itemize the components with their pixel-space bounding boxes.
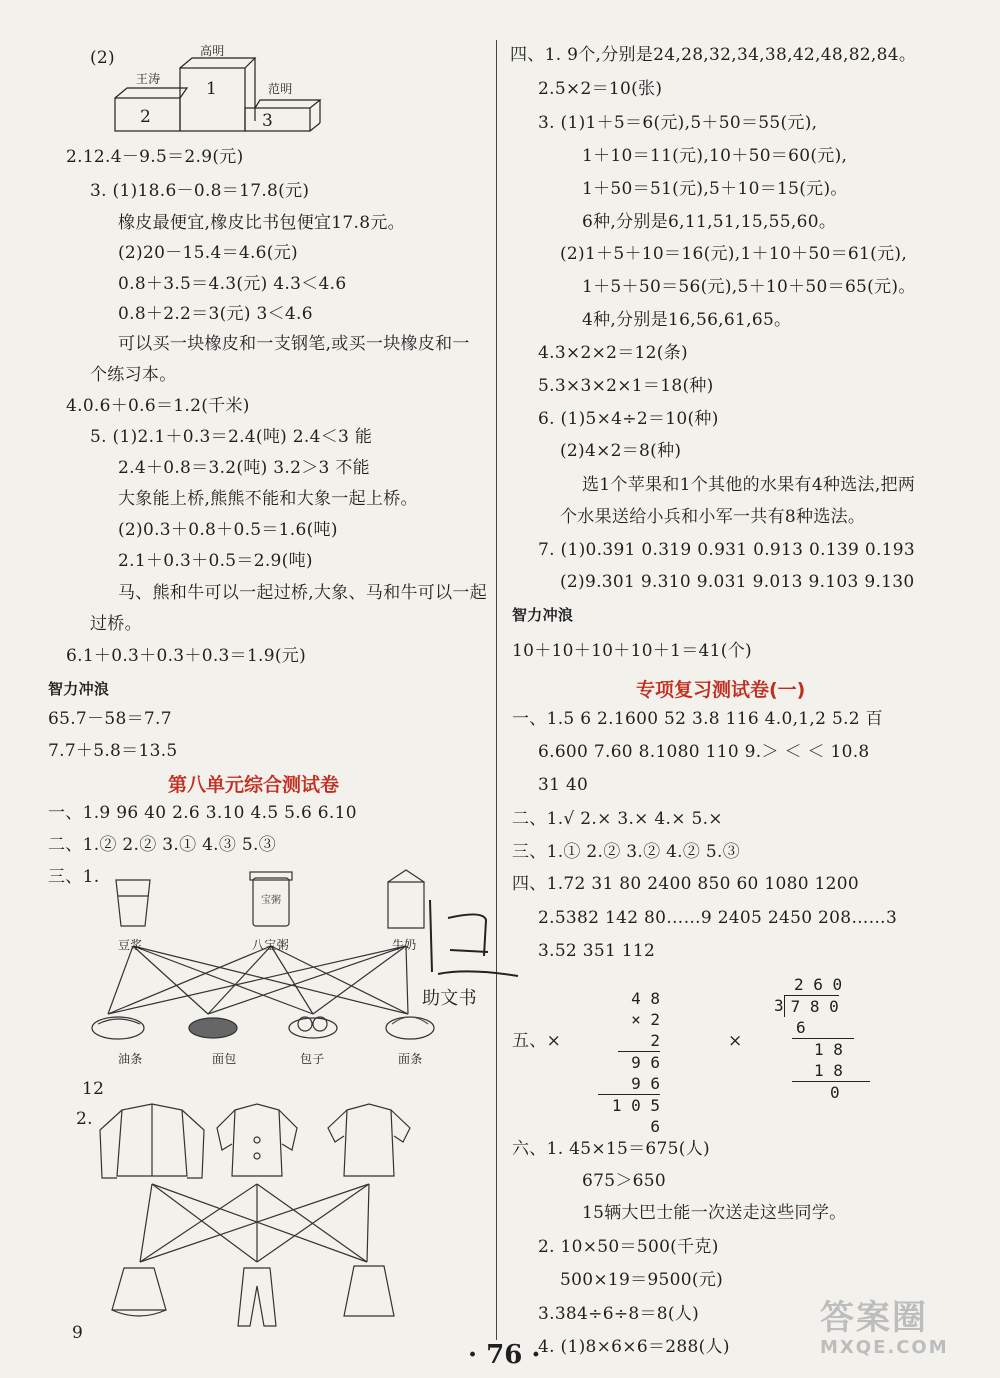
division-vertical <box>774 974 870 1103</box>
answer-line: 500×19＝9500(元) <box>560 1270 724 1290</box>
podium-name-2: 王涛 <box>136 72 161 86</box>
podium-label: (2) <box>90 48 115 68</box>
answer-line: 橡皮最便宜,橡皮比书包便宜17.8元。 <box>118 213 405 233</box>
page-number-value: 76 <box>486 1340 523 1370</box>
answer-line: 一、1.9 96 40 2.6 3.10 4.5 5.6 6.10 <box>48 803 357 823</box>
answer-line: 6. (1)5×4÷2＝10(种) <box>538 409 719 429</box>
answer-line: 0.8＋2.2＝3(元) 3＜4.6 <box>118 304 313 324</box>
matching-figure-food <box>88 868 458 1068</box>
answer-line: 7.7＋5.8＝13.5 <box>48 741 178 761</box>
answer-line: (2)4×2＝8(种) <box>560 441 682 461</box>
podium-place-2: 2 <box>140 107 152 127</box>
match-bottom-label: 包子 <box>300 1052 325 1066</box>
div-step-1: 6 <box>796 1018 806 1037</box>
answer-line: 6种,分别是6,11,51,15,55,60。 <box>582 212 837 232</box>
podium-place-1: 1 <box>206 79 218 99</box>
answer-line: 675＞650 <box>582 1171 666 1191</box>
answer-line: 马、熊和牛可以一起过桥,大象、马和牛可以一起 <box>118 583 488 603</box>
answer-line: 2.5×2＝10(张) <box>538 79 663 99</box>
answer-line: (2)20－15.4＝4.6(元) <box>118 243 298 263</box>
podium-name-3: 范明 <box>268 82 293 96</box>
answer-line: 4. (1)8×6×6＝288(人) <box>538 1337 730 1357</box>
match-top-label: 八宝粥 <box>252 938 289 952</box>
match2-answer: 9 <box>72 1323 84 1343</box>
column-divider <box>496 40 497 1340</box>
answer-line: 1＋10＝11(元),10＋50＝60(元), <box>582 146 848 166</box>
answer-line: 过桥。 <box>90 614 142 634</box>
div-dividend: 7 8 0 <box>784 995 839 1017</box>
mult-partial-1: 9 6 <box>618 1051 660 1073</box>
zhili-heading-left: 智力冲浪 <box>48 680 110 698</box>
answer-line: 2.4＋0.8＝3.2(吨) 3.2＞3 不能 <box>118 458 370 478</box>
answer-line: 2. 10×50＝500(千克) <box>538 1237 719 1257</box>
answer-line: 六、1. 45×15＝675(人) <box>512 1139 710 1159</box>
answer-line: 3.384÷6÷8＝8(人) <box>538 1304 700 1324</box>
answer-line: (2)9.301 9.310 9.031 9.013 9.103 9.130 <box>560 572 915 592</box>
multiplication-vertical <box>611 988 660 1137</box>
answer-line: 4种,分别是16,56,61,65。 <box>582 310 792 330</box>
answer-line: 一、1.5 6 2.1600 52 3.8 116 4.0,1,2 5.2 百 <box>512 709 883 729</box>
match-bottom-label: 面包 <box>212 1052 237 1066</box>
review-title: 专项复习测试卷(一) <box>636 679 806 701</box>
match-bottom-label: 面条 <box>398 1052 423 1066</box>
page-number: · 76 · <box>468 1340 541 1370</box>
answer-line: 15辆大巴士能一次送走这些同学。 <box>582 1203 847 1223</box>
answer-line: 1＋50＝51(元),5＋10＝15(元)。 <box>582 179 848 199</box>
answer-line: 3. (1)1＋5＝6(元),5＋50＝55(元), <box>538 113 818 133</box>
answer-line: 个练习本。 <box>90 365 177 385</box>
match1-answer: 12 <box>82 1079 105 1099</box>
div-quotient: 2 6 0 <box>794 975 843 994</box>
div-divisor: 3 <box>774 996 784 1015</box>
mult-operand-b: × 2 2 <box>631 1010 660 1050</box>
answer-line: 三、1.① 2.② 3.② 4.② 5.③ <box>512 842 741 862</box>
svg-text:宝粥: 宝粥 <box>261 895 281 906</box>
unit8-title: 第八单元综合测试卷 <box>168 774 340 796</box>
zhili-heading-right: 智力冲浪 <box>512 606 574 624</box>
watermark-text: 答案圈 <box>820 1298 928 1338</box>
answer-line: 二、1.② 2.② 3.① 4.③ 5.③ <box>48 835 277 855</box>
answer-line: (2)1＋5＋10＝16(元),1＋10＋50＝61(元), <box>560 244 908 264</box>
div-remainder-1: 1 8 <box>792 1038 854 1060</box>
matching-figure-clothes <box>92 1100 422 1340</box>
match2-label: 2. <box>76 1109 93 1129</box>
answer-line: 1＋5＋50＝56(元),5＋10＋50＝65(元)。 <box>582 277 916 297</box>
watermark-logo <box>820 1290 995 1372</box>
answer-line: 四、1.72 31 80 2400 850 60 1080 1200 <box>512 874 860 894</box>
five-label: 五、× <box>512 1031 562 1051</box>
mult-partial-2: 9 6 <box>631 1074 660 1093</box>
answer-line: 6.600 7.60 8.1080 110 9.＞ ＜ ＜ 10.8 <box>538 742 870 762</box>
match-top-label: 牛奶 <box>392 938 417 952</box>
answer-line: 4.0.6＋0.6＝1.2(千米) <box>66 396 250 416</box>
answer-line: 四、1. 9个,分别是24,28,32,34,38,42,48,82,84。 <box>510 45 917 65</box>
answer-line: 2.5382 142 80……9 2405 2450 208……3 <box>538 908 898 928</box>
answer-line: 大象能上桥,熊熊不能和大象一起上桥。 <box>118 489 418 509</box>
answer-line: 0.8＋3.5＝4.3(元) 4.3＜4.6 <box>118 274 347 294</box>
answer-line: 2.1＋0.3＋0.5＝2.9(吨) <box>118 551 313 571</box>
mult-result: 1 0 5 6 <box>598 1094 660 1137</box>
handwriting-text: 助文书 <box>422 988 477 1009</box>
answer-line: 个水果送给小兵和小军一共有8种选法。 <box>560 507 866 527</box>
answer-line: 2.12.4－9.5＝2.9(元) <box>66 147 244 167</box>
answer-line: 4.3×2×2＝12(条) <box>538 343 688 363</box>
answer-line: 31 40 <box>538 775 589 795</box>
answer-line: 3. (1)18.6－0.8＝17.8(元) <box>90 181 310 201</box>
answer-line: 7. (1)0.391 0.319 0.931 0.913 0.139 0.193 <box>538 540 916 560</box>
answer-line: 选1个苹果和1个其他的水果有4种选法,把两 <box>582 475 916 495</box>
answer-line: 5. (1)2.1＋0.3＝2.4(吨) 2.4＜3 能 <box>90 427 373 447</box>
five-cross: × <box>728 1031 743 1051</box>
match-bottom-label: 油条 <box>118 1052 143 1066</box>
answer-line: 5.3×3×2×1＝18(种) <box>538 376 714 396</box>
podium-name-1: 高明 <box>200 44 225 58</box>
answer-line: 6.1＋0.3＋0.3＋0.3＝1.9(元) <box>66 646 307 666</box>
handwriting-scribble <box>408 890 538 1000</box>
answer-line: 二、1.√ 2.× 3.× 4.× 5.× <box>512 809 723 829</box>
answer-line: 65.7－58＝7.7 <box>48 709 172 729</box>
div-step-2: 1 8 <box>814 1061 843 1080</box>
podium-place-3: 3 <box>262 111 274 131</box>
answer-line: 三、1. <box>48 867 100 887</box>
answer-line: 10＋10＋10＋10＋1＝41(个) <box>512 641 752 661</box>
answer-line: 3.52 351 112 <box>538 941 656 961</box>
answer-line: 可以买一块橡皮和一支钢笔,或买一块橡皮和一 <box>118 334 470 354</box>
watermark-url: MXQE.COM <box>820 1337 949 1358</box>
answer-line: (2)0.3＋0.8＋0.5＝1.6(吨) <box>118 520 338 540</box>
match-top-label: 豆浆 <box>118 938 143 952</box>
mult-operand-a: 4 8 <box>631 989 660 1008</box>
div-remainder-2: 0 <box>792 1081 870 1103</box>
